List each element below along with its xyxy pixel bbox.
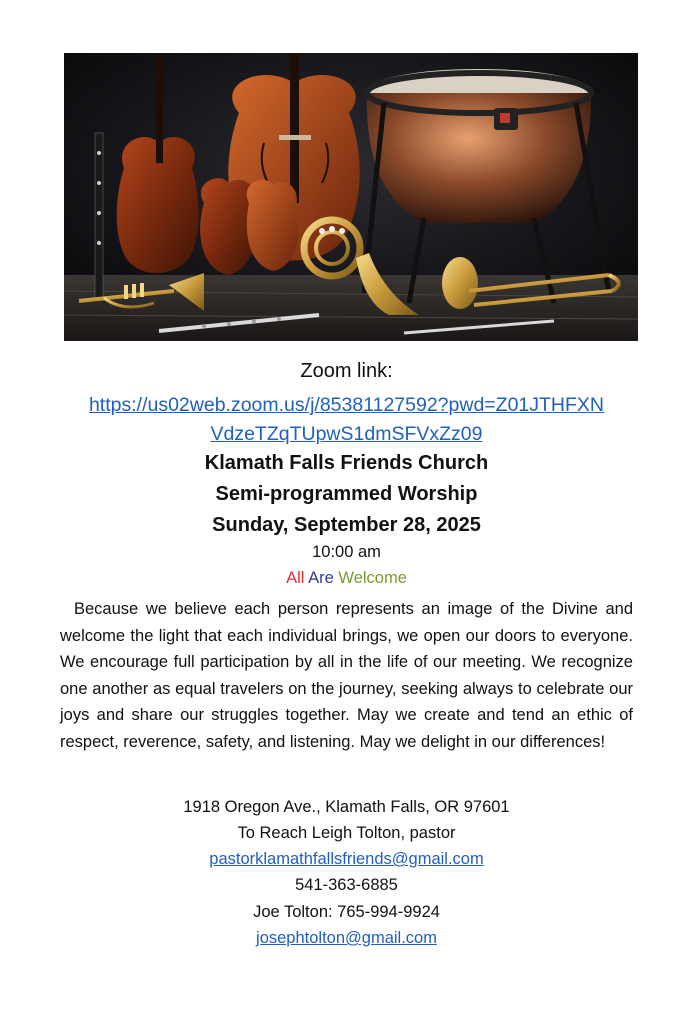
pastor-email-link[interactable]: pastorklamathfallsfriends@gmail.com bbox=[209, 850, 484, 868]
service-time: 10:00 am bbox=[312, 543, 381, 561]
zoom-link-line-2[interactable]: VdzeTZqTUpwS1dmSFVxZz09 bbox=[210, 423, 483, 445]
welcome-word-all: All bbox=[286, 569, 305, 587]
welcome-line bbox=[0, 569, 693, 588]
zoom-link-line-1[interactable]: https://us02web.zoom.us/j/85381127592?pwd=Z01JTHFXN bbox=[88, 394, 605, 416]
welcome-statement bbox=[60, 596, 633, 755]
joe-email-link[interactable]: josephtolton@gmail.com bbox=[256, 929, 437, 947]
church-address: 1918 Oregon Ave., Klamath Falls, OR 97601 bbox=[183, 798, 510, 816]
pastor-phone: 541-363-6885 bbox=[295, 876, 398, 894]
zoom-link[interactable] bbox=[0, 391, 693, 449]
welcome-word-welcome: Welcome bbox=[338, 569, 407, 587]
instruments-illustration bbox=[64, 53, 638, 341]
zoom-label: Zoom link: bbox=[300, 360, 393, 382]
welcome-word-are: Are bbox=[308, 569, 334, 587]
service-date: Sunday, September 28, 2025 bbox=[212, 514, 481, 536]
pastor-line: To Reach Leigh Tolton, pastor bbox=[237, 824, 456, 842]
instruments-photo bbox=[64, 53, 638, 341]
service-type: Semi-programmed Worship bbox=[215, 483, 478, 505]
welcome-statement-text: Because we believe each person represents an image of the Divine and welcome the light that each individual brings, we open our doors to everyone. We encourage full participation by all in the life of our meeting. We recognize one another as equal travelers on the journey, seeking always to celebrate our joys and share our struggles together. May we create and tend an ethic of respect, reverence, safety, and listening. May we delight in our differences! bbox=[60, 600, 633, 751]
church-name: Klamath Falls Friends Church bbox=[204, 452, 489, 474]
joe-contact-line: Joe Tolton: 765-994-9924 bbox=[253, 903, 440, 921]
